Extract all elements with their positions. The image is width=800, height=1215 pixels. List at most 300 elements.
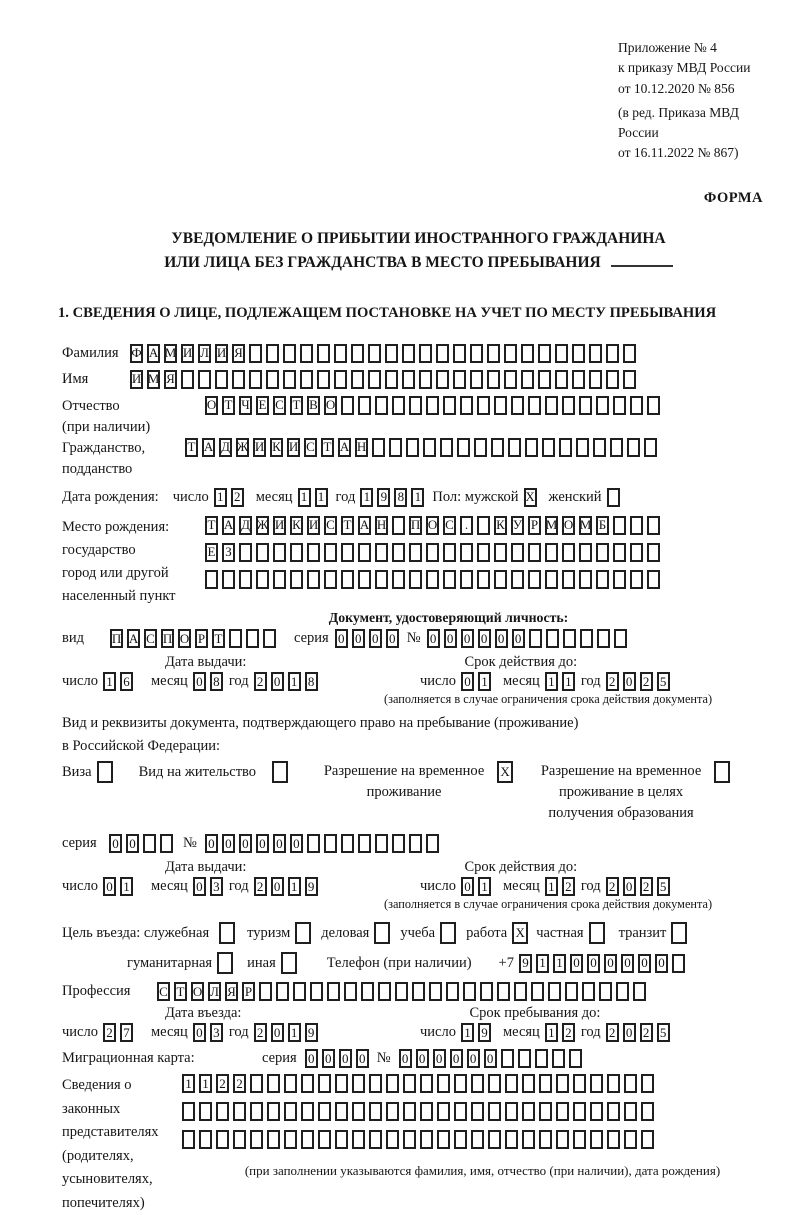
char-cell[interactable]: Я	[225, 982, 238, 1001]
char-cell[interactable]	[556, 1130, 569, 1149]
char-cell[interactable]	[426, 396, 439, 415]
char-cell[interactable]	[535, 1049, 548, 1068]
char-cell[interactable]	[624, 1130, 637, 1149]
char-cell[interactable]	[403, 1130, 416, 1149]
char-cell[interactable]	[409, 396, 422, 415]
char-cell[interactable]: О	[191, 982, 204, 1001]
char-cell[interactable]: 0	[256, 834, 269, 853]
char-cell[interactable]: Я	[164, 370, 177, 389]
char-cell[interactable]	[273, 570, 286, 589]
char-cell[interactable]: 0	[193, 1023, 206, 1042]
char-cell[interactable]: 5	[657, 672, 670, 691]
char-cell[interactable]: 1	[562, 672, 575, 691]
char-cell[interactable]	[341, 834, 354, 853]
char-cell[interactable]: Л	[198, 344, 211, 363]
char-cell[interactable]	[412, 982, 425, 1001]
char-cell[interactable]: Т	[341, 516, 354, 535]
char-cell[interactable]	[477, 570, 490, 589]
char-cell[interactable]	[563, 629, 576, 648]
char-cell[interactable]	[443, 543, 456, 562]
char-cell[interactable]	[559, 438, 572, 457]
char-cell[interactable]: 0	[623, 877, 636, 896]
char-cell[interactable]	[392, 834, 405, 853]
char-cell[interactable]	[229, 629, 242, 648]
char-cell[interactable]: К	[290, 516, 303, 535]
char-cell[interactable]	[406, 438, 419, 457]
char-cell[interactable]	[607, 1102, 620, 1121]
char-cell[interactable]	[647, 516, 660, 535]
char-cell[interactable]	[334, 370, 347, 389]
char-cell[interactable]	[596, 396, 609, 415]
char-cell[interactable]: 0	[386, 629, 399, 648]
char-cell[interactable]: 0	[356, 1049, 369, 1068]
char-cell[interactable]: 9	[519, 954, 532, 973]
char-cell[interactable]	[613, 516, 626, 535]
char-cell[interactable]: 9	[305, 1023, 318, 1042]
char-cell[interactable]	[293, 982, 306, 1001]
char-cell[interactable]: М	[164, 344, 177, 363]
char-cell[interactable]: Ч	[239, 396, 252, 415]
char-cell[interactable]: 0	[604, 954, 617, 973]
char-cell[interactable]	[471, 1102, 484, 1121]
char-cell[interactable]	[182, 1102, 195, 1121]
char-cell[interactable]	[324, 570, 337, 589]
char-cell[interactable]	[375, 834, 388, 853]
char-cell[interactable]: 9	[377, 488, 390, 507]
char-cell[interactable]	[538, 370, 551, 389]
char-cell[interactable]	[562, 570, 575, 589]
char-cell[interactable]: 0	[484, 1049, 497, 1068]
char-cell[interactable]	[420, 1102, 433, 1121]
char-cell[interactable]: 1	[360, 488, 373, 507]
char-cell[interactable]	[504, 370, 517, 389]
char-cell[interactable]	[555, 370, 568, 389]
char-cell[interactable]	[205, 570, 218, 589]
char-cell[interactable]: П	[161, 629, 174, 648]
char-cell[interactable]: 0	[467, 1049, 480, 1068]
char-cell[interactable]: Т	[174, 982, 187, 1001]
char-cell[interactable]: Д	[219, 438, 232, 457]
char-cell[interactable]: С	[273, 396, 286, 415]
char-cell[interactable]	[246, 629, 259, 648]
char-cell[interactable]	[307, 834, 320, 853]
char-cell[interactable]	[386, 1074, 399, 1093]
char-cell[interactable]	[409, 834, 422, 853]
char-cell[interactable]	[143, 834, 156, 853]
char-cell[interactable]	[453, 344, 466, 363]
char-cell[interactable]: Я	[232, 344, 245, 363]
char-cell[interactable]	[276, 982, 289, 1001]
char-cell[interactable]: Р	[242, 982, 255, 1001]
char-cell[interactable]	[528, 396, 541, 415]
char-cell[interactable]	[318, 1074, 331, 1093]
char-cell[interactable]: Т	[222, 396, 235, 415]
char-cell[interactable]	[633, 982, 646, 1001]
char-cell[interactable]	[446, 982, 459, 1001]
char-cell[interactable]	[443, 570, 456, 589]
char-cell[interactable]	[572, 344, 585, 363]
char-cell[interactable]	[239, 543, 252, 562]
char-cell[interactable]	[334, 344, 347, 363]
char-cell[interactable]	[301, 1074, 314, 1093]
char-cell[interactable]	[488, 1102, 501, 1121]
char-cell[interactable]	[301, 1102, 314, 1121]
char-cell[interactable]	[233, 1102, 246, 1121]
char-cell[interactable]	[239, 570, 252, 589]
char-cell[interactable]	[369, 1074, 382, 1093]
char-cell[interactable]	[521, 344, 534, 363]
char-cell[interactable]: 2	[606, 877, 619, 896]
char-cell[interactable]	[562, 396, 575, 415]
char-cell[interactable]: 8	[394, 488, 407, 507]
char-cell[interactable]	[395, 982, 408, 1001]
char-cell[interactable]	[488, 1074, 501, 1093]
char-cell[interactable]: 1	[411, 488, 424, 507]
char-cell[interactable]: 0	[369, 629, 382, 648]
char-cell[interactable]	[266, 370, 279, 389]
char-cell[interactable]	[511, 570, 524, 589]
char-cell[interactable]	[182, 1130, 195, 1149]
char-cell[interactable]	[250, 1102, 263, 1121]
char-cell[interactable]	[369, 1102, 382, 1121]
char-cell[interactable]	[607, 488, 620, 507]
char-cell[interactable]	[630, 396, 643, 415]
char-cell[interactable]: 8	[305, 672, 318, 691]
char-cell[interactable]	[623, 344, 636, 363]
char-cell[interactable]	[256, 543, 269, 562]
char-cell[interactable]	[290, 570, 303, 589]
char-cell[interactable]: 0	[193, 877, 206, 896]
char-cell[interactable]	[641, 1102, 654, 1121]
char-cell[interactable]: С	[304, 438, 317, 457]
char-cell[interactable]: 6	[120, 672, 133, 691]
char-cell[interactable]: 2	[640, 1023, 653, 1042]
char-cell[interactable]	[494, 570, 507, 589]
char-cell[interactable]	[589, 370, 602, 389]
char-cell[interactable]	[369, 1130, 382, 1149]
char-cell[interactable]	[266, 344, 279, 363]
char-cell[interactable]	[590, 1102, 603, 1121]
char-cell[interactable]	[505, 1074, 518, 1093]
char-cell[interactable]	[440, 438, 453, 457]
char-cell[interactable]	[460, 570, 473, 589]
char-cell[interactable]	[470, 370, 483, 389]
char-cell[interactable]	[436, 344, 449, 363]
char-cell[interactable]	[623, 370, 636, 389]
char-cell[interactable]	[403, 1074, 416, 1093]
char-cell[interactable]	[335, 1074, 348, 1093]
char-cell[interactable]: А	[358, 516, 371, 535]
char-cell[interactable]	[599, 982, 612, 1001]
char-cell[interactable]: А	[147, 344, 160, 363]
char-cell[interactable]: С	[157, 982, 170, 1001]
char-cell[interactable]	[267, 1102, 280, 1121]
char-cell[interactable]	[426, 834, 439, 853]
char-cell[interactable]	[607, 1074, 620, 1093]
char-cell[interactable]	[300, 344, 313, 363]
char-cell[interactable]	[453, 370, 466, 389]
char-cell[interactable]: 2	[254, 1023, 267, 1042]
char-cell[interactable]	[576, 438, 589, 457]
char-cell[interactable]	[318, 1102, 331, 1121]
char-cell[interactable]	[215, 370, 228, 389]
char-cell[interactable]	[487, 344, 500, 363]
char-cell[interactable]	[307, 570, 320, 589]
char-cell[interactable]	[351, 344, 364, 363]
char-cell[interactable]: 0	[222, 834, 235, 853]
char-cell[interactable]: Ж	[236, 438, 249, 457]
char-cell[interactable]: Ф	[130, 344, 143, 363]
char-cell[interactable]	[474, 438, 487, 457]
char-cell[interactable]: О	[178, 629, 191, 648]
char-cell[interactable]	[259, 982, 272, 1001]
char-cell[interactable]	[528, 570, 541, 589]
char-cell[interactable]	[160, 834, 173, 853]
char-cell[interactable]: Ж	[256, 516, 269, 535]
char-cell[interactable]: Е	[256, 396, 269, 415]
char-cell[interactable]: Е	[205, 543, 218, 562]
char-cell[interactable]: X	[497, 761, 513, 783]
char-cell[interactable]	[307, 543, 320, 562]
char-cell[interactable]	[487, 370, 500, 389]
char-cell[interactable]	[538, 344, 551, 363]
char-cell[interactable]	[409, 570, 422, 589]
char-cell[interactable]: 5	[657, 1023, 670, 1042]
char-cell[interactable]	[361, 982, 374, 1001]
char-cell[interactable]: С	[144, 629, 157, 648]
char-cell[interactable]	[222, 570, 235, 589]
char-cell[interactable]: 0	[427, 629, 440, 648]
char-cell[interactable]	[522, 1102, 535, 1121]
char-cell[interactable]	[647, 396, 660, 415]
char-cell[interactable]	[671, 922, 687, 944]
char-cell[interactable]: 1	[288, 1023, 301, 1042]
char-cell[interactable]	[497, 982, 510, 1001]
char-cell[interactable]: 5	[657, 877, 670, 896]
char-cell[interactable]: 0	[193, 672, 206, 691]
char-cell[interactable]	[589, 344, 602, 363]
char-cell[interactable]: 1	[288, 672, 301, 691]
char-cell[interactable]	[426, 543, 439, 562]
char-cell[interactable]: 0	[205, 834, 218, 853]
char-cell[interactable]	[521, 370, 534, 389]
char-cell[interactable]	[436, 370, 449, 389]
char-cell[interactable]: 3	[210, 877, 223, 896]
char-cell[interactable]: 0	[126, 834, 139, 853]
char-cell[interactable]	[392, 516, 405, 535]
char-cell[interactable]: 0	[461, 672, 474, 691]
char-cell[interactable]	[250, 1130, 263, 1149]
char-cell[interactable]: Б	[596, 516, 609, 535]
char-cell[interactable]	[250, 1074, 263, 1093]
char-cell[interactable]: 0	[444, 629, 457, 648]
char-cell[interactable]	[580, 629, 593, 648]
char-cell[interactable]	[249, 344, 262, 363]
char-cell[interactable]	[358, 570, 371, 589]
char-cell[interactable]: А	[338, 438, 351, 457]
char-cell[interactable]	[300, 370, 313, 389]
char-cell[interactable]	[531, 982, 544, 1001]
char-cell[interactable]: 0	[416, 1049, 429, 1068]
char-cell[interactable]	[606, 344, 619, 363]
char-cell[interactable]: М	[579, 516, 592, 535]
char-cell[interactable]	[219, 922, 235, 944]
char-cell[interactable]	[494, 396, 507, 415]
char-cell[interactable]	[579, 543, 592, 562]
char-cell[interactable]	[545, 543, 558, 562]
char-cell[interactable]	[641, 1130, 654, 1149]
char-cell[interactable]	[256, 570, 269, 589]
char-cell[interactable]	[596, 543, 609, 562]
char-cell[interactable]	[616, 982, 629, 1001]
char-cell[interactable]: С	[324, 516, 337, 535]
char-cell[interactable]	[593, 438, 606, 457]
char-cell[interactable]: 9	[478, 1023, 491, 1042]
char-cell[interactable]: 0	[103, 877, 116, 896]
char-cell[interactable]	[233, 1130, 246, 1149]
title-blank-line[interactable]	[611, 255, 673, 267]
char-cell[interactable]	[542, 438, 555, 457]
char-cell[interactable]	[529, 629, 542, 648]
char-cell[interactable]	[606, 370, 619, 389]
char-cell[interactable]: 0	[433, 1049, 446, 1068]
char-cell[interactable]: 1	[478, 672, 491, 691]
char-cell[interactable]	[539, 1130, 552, 1149]
char-cell[interactable]	[267, 1074, 280, 1093]
char-cell[interactable]	[429, 982, 442, 1001]
char-cell[interactable]	[573, 1074, 586, 1093]
char-cell[interactable]	[511, 396, 524, 415]
char-cell[interactable]	[590, 1074, 603, 1093]
char-cell[interactable]	[624, 1074, 637, 1093]
char-cell[interactable]	[378, 982, 391, 1001]
char-cell[interactable]	[352, 1102, 365, 1121]
char-cell[interactable]: В	[307, 396, 320, 415]
char-cell[interactable]	[552, 1049, 565, 1068]
char-cell[interactable]: 0	[623, 1023, 636, 1042]
char-cell[interactable]	[295, 922, 311, 944]
char-cell[interactable]	[548, 982, 561, 1001]
char-cell[interactable]: Т	[185, 438, 198, 457]
char-cell[interactable]	[597, 629, 610, 648]
char-cell[interactable]: 1	[298, 488, 311, 507]
char-cell[interactable]	[613, 543, 626, 562]
char-cell[interactable]	[358, 396, 371, 415]
char-cell[interactable]	[545, 570, 558, 589]
char-cell[interactable]	[641, 1074, 654, 1093]
char-cell[interactable]	[443, 396, 456, 415]
char-cell[interactable]	[539, 1102, 552, 1121]
char-cell[interactable]	[392, 570, 405, 589]
char-cell[interactable]	[317, 344, 330, 363]
char-cell[interactable]: Л	[208, 982, 221, 1001]
char-cell[interactable]	[630, 543, 643, 562]
char-cell[interactable]	[324, 543, 337, 562]
char-cell[interactable]: С	[443, 516, 456, 535]
char-cell[interactable]	[216, 1102, 229, 1121]
char-cell[interactable]: З	[222, 543, 235, 562]
char-cell[interactable]: X	[512, 922, 528, 944]
char-cell[interactable]: Т	[205, 516, 218, 535]
char-cell[interactable]: 0	[271, 877, 284, 896]
char-cell[interactable]	[351, 370, 364, 389]
char-cell[interactable]	[327, 982, 340, 1001]
char-cell[interactable]	[426, 570, 439, 589]
char-cell[interactable]: 0	[109, 834, 122, 853]
char-cell[interactable]: П	[110, 629, 123, 648]
char-cell[interactable]: 1	[553, 954, 566, 973]
char-cell[interactable]	[403, 1102, 416, 1121]
char-cell[interactable]: 8	[210, 672, 223, 691]
char-cell[interactable]	[249, 370, 262, 389]
char-cell[interactable]: 3	[210, 1023, 223, 1042]
char-cell[interactable]	[341, 570, 354, 589]
char-cell[interactable]: И	[215, 344, 228, 363]
char-cell[interactable]	[283, 370, 296, 389]
char-cell[interactable]	[318, 1130, 331, 1149]
char-cell[interactable]: 2	[231, 488, 244, 507]
char-cell[interactable]: 0	[273, 834, 286, 853]
char-cell[interactable]	[284, 1074, 297, 1093]
char-cell[interactable]	[477, 396, 490, 415]
char-cell[interactable]	[199, 1130, 212, 1149]
char-cell[interactable]	[267, 1130, 280, 1149]
char-cell[interactable]	[596, 570, 609, 589]
char-cell[interactable]	[579, 570, 592, 589]
char-cell[interactable]	[460, 396, 473, 415]
char-cell[interactable]: 0	[335, 629, 348, 648]
char-cell[interactable]: .	[460, 516, 473, 535]
char-cell[interactable]	[562, 543, 575, 562]
char-cell[interactable]: 0	[322, 1049, 335, 1068]
char-cell[interactable]: 1	[545, 877, 558, 896]
char-cell[interactable]	[409, 543, 422, 562]
char-cell[interactable]	[368, 344, 381, 363]
char-cell[interactable]	[672, 954, 685, 973]
char-cell[interactable]: И	[307, 516, 320, 535]
char-cell[interactable]	[627, 438, 640, 457]
char-cell[interactable]	[423, 438, 436, 457]
char-cell[interactable]: 2	[254, 877, 267, 896]
char-cell[interactable]: И	[273, 516, 286, 535]
char-cell[interactable]: К	[494, 516, 507, 535]
char-cell[interactable]	[372, 438, 385, 457]
char-cell[interactable]	[341, 396, 354, 415]
char-cell[interactable]	[491, 438, 504, 457]
char-cell[interactable]	[301, 1130, 314, 1149]
char-cell[interactable]: О	[205, 396, 218, 415]
char-cell[interactable]: 1	[182, 1074, 195, 1093]
char-cell[interactable]: А	[127, 629, 140, 648]
char-cell[interactable]: 1	[478, 877, 491, 896]
char-cell[interactable]: 0	[655, 954, 668, 973]
char-cell[interactable]	[624, 1102, 637, 1121]
char-cell[interactable]	[525, 438, 538, 457]
char-cell[interactable]	[437, 1130, 450, 1149]
char-cell[interactable]	[454, 1130, 467, 1149]
char-cell[interactable]	[402, 344, 415, 363]
char-cell[interactable]: М	[147, 370, 160, 389]
char-cell[interactable]	[463, 982, 476, 1001]
char-cell[interactable]	[352, 1074, 365, 1093]
char-cell[interactable]: 2	[254, 672, 267, 691]
char-cell[interactable]	[494, 543, 507, 562]
char-cell[interactable]	[97, 761, 113, 783]
char-cell[interactable]	[477, 516, 490, 535]
char-cell[interactable]: 0	[495, 629, 508, 648]
char-cell[interactable]	[505, 1102, 518, 1121]
char-cell[interactable]: О	[426, 516, 439, 535]
